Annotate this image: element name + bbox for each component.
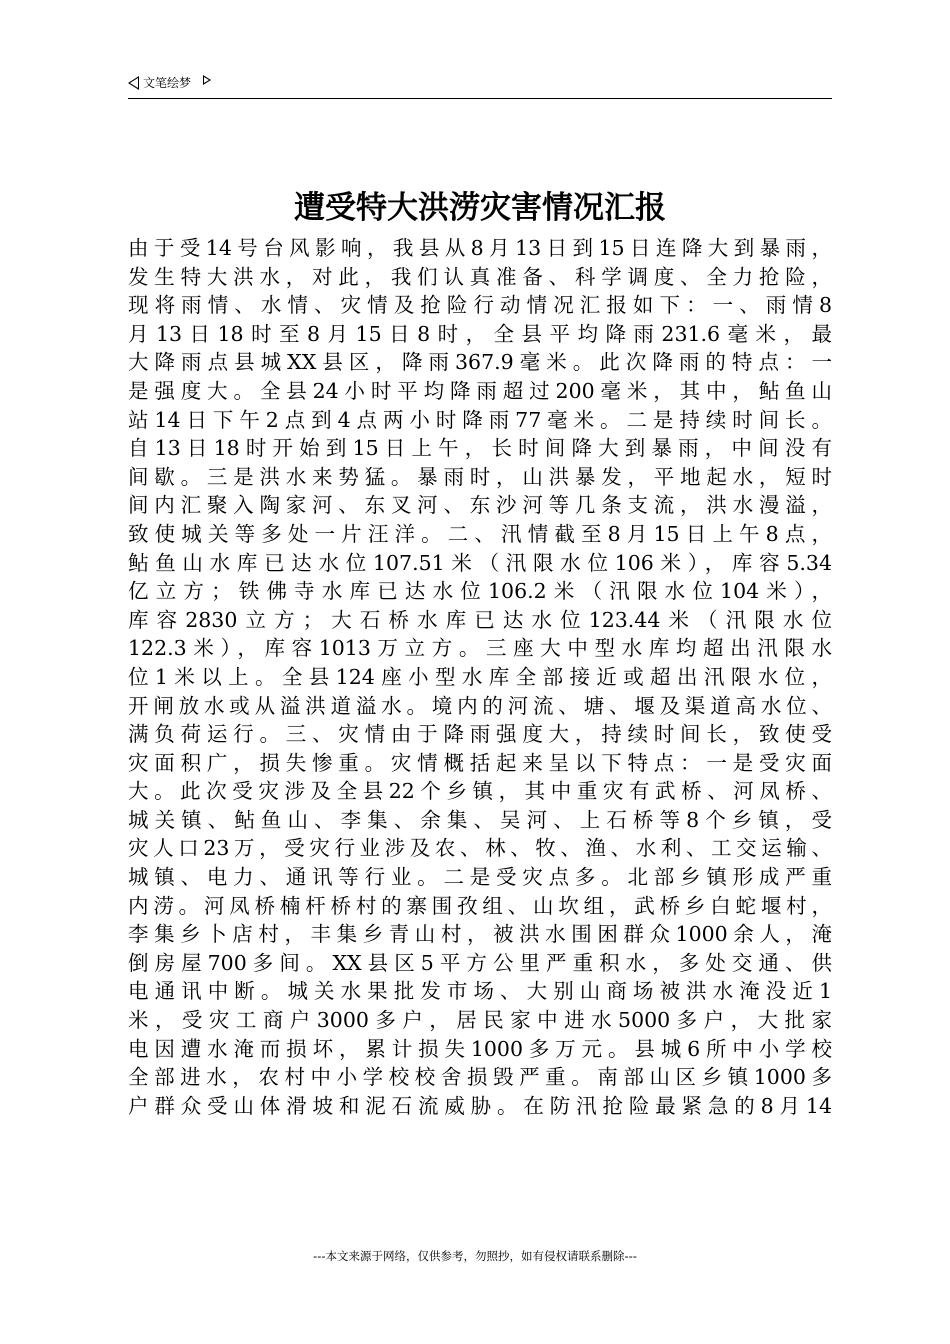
document-title: 遭受特大洪涝灾害情况汇报 (294, 190, 666, 226)
body-line: 灾人口23万，受灾行业涉及农、林、牧、渔、水利、工交运输、 (128, 836, 832, 861)
footer-notice: ---本文来源于网络，仅供参考，勿照抄，如有侵权请联系删除--- (313, 1249, 637, 1263)
body-line: 大降雨点县城XX县区，降雨367.9毫米。此次降雨的特点：一 (128, 350, 832, 375)
body-line: 间歇。三是洪水来势猛。暴雨时，山洪暴发，平地起水，短时 (128, 464, 832, 489)
body-line: 亿立方；铁佛寺水库已达水位106.2米（汛限水位104米）， (128, 579, 832, 604)
body-line: 城镇、电力、通讯等行业。二是受灾点多。北部乡镇形成严重 (128, 865, 832, 890)
body-line: 位1米以上。全县124座小型水库全部接近或超出汛限水位， (128, 664, 832, 689)
page-header (128, 72, 832, 99)
body-line: 户群众受山体滑坡和泥石流威胁。在防汛抢险最紧急的8月14 (128, 1093, 832, 1118)
body-line: 月13日18时至8月15日8时，全县平均降雨231.6毫米，最 (128, 321, 832, 346)
brand-text: 文笔绘梦 (143, 76, 192, 90)
body-line: 满负荷运行。三、灾情由于降雨强度大，持续时间长，致使受 (128, 722, 832, 747)
body-line: 是强度大。全县24小时平均降雨超过200毫米，其中，鲇鱼山 (128, 378, 832, 403)
body-line: 由于受14号台风影响，我县从8月13日到15日连降大到暴雨， (128, 236, 832, 260)
body-line: 倒房屋700多间。XX县区5平方公里严重积水，多处交通、供 (128, 950, 832, 975)
body-line: 122.3米），库容1013万立方。三座大中型水库均超出汛限水 (128, 636, 832, 661)
body-line: 现将雨情、水情、灾情及抢险行动情况汇报如下：一、雨情8 (128, 293, 832, 318)
triangle-left-icon (128, 76, 139, 90)
header-brand (128, 75, 211, 91)
body-line: 站14日下午2点到4点两小时降雨77毫米。二是持续时间长。 (128, 407, 832, 432)
body-line: 灾面积广，损失惨重。灾情概括起来呈以下特点：一是受灾面 (128, 750, 832, 775)
body-line: 电因遭水淹而损坏，累计损失1000多万元。县城6所中小学校 (128, 1036, 832, 1061)
body-line: 全部进水，农村中小学校校舍损毁严重。南部山区乡镇1000多 (128, 1065, 832, 1090)
body-line: 鲇鱼山水库已达水位107.51米（汛限水位106米），库容5.34 (128, 550, 832, 575)
body-line: 城关镇、鲇鱼山、李集、余集、吴河、上石桥等8个乡镇，受 (128, 807, 832, 832)
body-line: 开闸放水或从溢洪道溢水。境内的河流、塘、堰及渠道高水位、 (128, 693, 832, 718)
body-line: 内涝。河凤桥楠杆桥村的寨围孜组、山坎组，武桥乡白蛇堰村， (128, 893, 832, 918)
body-line: 自13日18时开始到15日上午，长时间降大到暴雨，中间没有 (128, 436, 832, 461)
body-line: 米，受灾工商户3000多户，居民家中进水5000多户，大批家 (128, 1008, 832, 1033)
body-line: 电通讯中断。城关水果批发市场、大别山商场被洪水淹没近1 (128, 979, 832, 1004)
body-line: 间内汇聚入陶家河、东叉河、东沙河等几条支流，洪水漫溢， (128, 493, 832, 518)
document-body (128, 234, 832, 1120)
triangle-right-icon (203, 75, 211, 85)
body-line: 大。此次受灾涉及全县22个乡镇，其中重灾有武桥、河凤桥、 (128, 779, 832, 804)
body-line: 李集乡卜店村，丰集乡青山村，被洪水围困群众1000余人，淹 (128, 922, 832, 947)
body-line: 发生特大洪水，对此，我们认真准备、科学调度、全力抢险， (128, 264, 832, 289)
body-line: 库容2830立方；大石桥水库已达水位123.44米（汛限水位 (128, 607, 832, 632)
body-line: 致使城关等多处一片汪洋。二、汛情截至8月15日上午8点， (128, 521, 832, 546)
